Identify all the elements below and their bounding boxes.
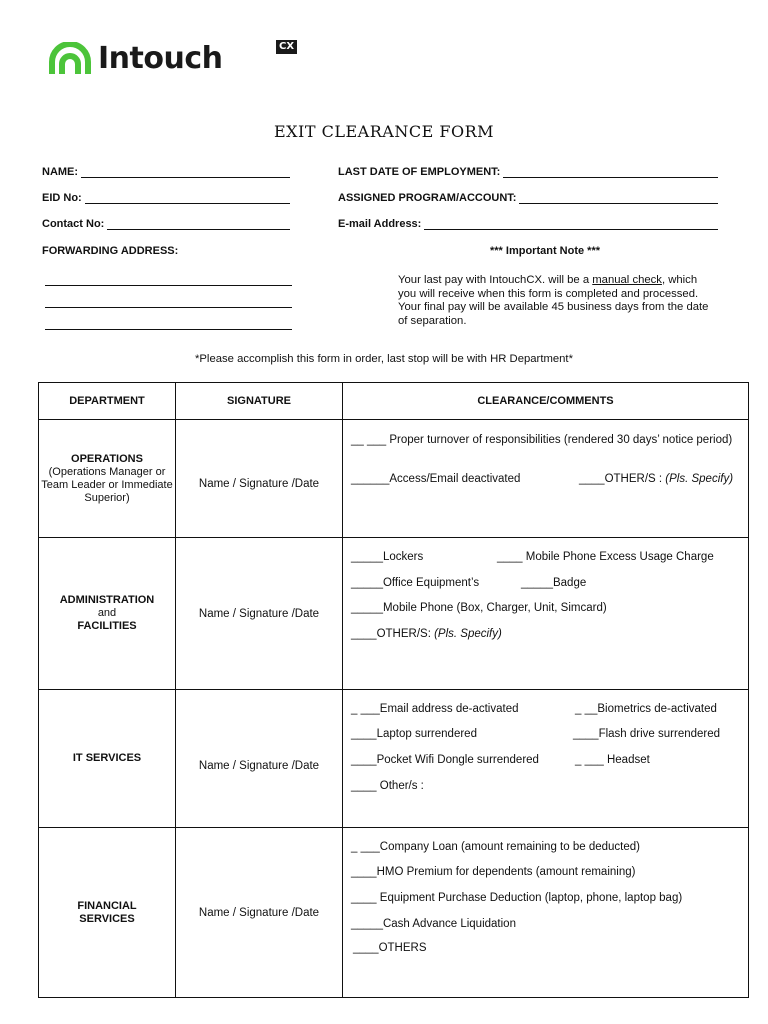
forwarding-address-label: FORWARDING ADDRESS: — [42, 245, 179, 257]
contact-label: Contact No: — [42, 218, 105, 230]
signature-label: Name / Signature /Date — [198, 906, 320, 919]
item-company-loan[interactable]: _ ___Company Loan (amount remaining to be deducted) — [351, 841, 640, 853]
item-access[interactable]: ______Access/Email deactivated — [351, 473, 521, 485]
others-prefix: ____OTHER/S: — [351, 628, 435, 640]
important-note-title: *** Important Note *** — [490, 245, 601, 257]
item-flash-drive[interactable]: ____Flash drive surrendered — [573, 728, 721, 740]
item-hmo-premium[interactable]: ____HMO Premium for dependents (amount remaining) — [351, 866, 636, 878]
email-label: E-mail Address: — [338, 218, 422, 230]
item-mobile-excess[interactable]: ____ Mobile Phone Excess Usage Charge — [497, 551, 714, 563]
table-row-financial — [39, 828, 749, 998]
others-prefix: ____OTHER/S : — [579, 473, 666, 485]
company-logo — [48, 38, 295, 76]
dept-operations-sub: (Operations Manager or Team Leader or Immediate Superior) — [41, 465, 173, 504]
table-header-row — [39, 383, 749, 420]
signature-financial[interactable] — [176, 828, 343, 998]
dept-admin — [39, 538, 176, 690]
address-line-2[interactable] — [45, 307, 292, 308]
dept-financial-title: FINANCIAL — [77, 899, 137, 912]
item-mobile-phone[interactable]: _____Mobile Phone (Box, Charger, Unit, Simcard) — [351, 602, 607, 614]
page-title: EXIT CLEARANCE FORM — [273, 122, 494, 141]
header-signature: SIGNATURE — [176, 383, 343, 420]
last-date-field[interactable] — [338, 166, 718, 178]
dept-admin-title: ADMINISTRATION — [59, 594, 155, 606]
accomplish-instruction: *Please accomplish this form in order, last stop will be with HR Department* — [195, 353, 573, 365]
intouch-logo-icon — [48, 42, 92, 74]
signature-operations[interactable] — [176, 420, 343, 538]
item-financial-others[interactable]: ____OTHERS — [353, 942, 427, 954]
email-input-line[interactable] — [424, 218, 718, 230]
item-office-equipment[interactable]: _____Office Equipment’s — [351, 577, 480, 589]
item-it-others[interactable]: ____ Other/s : — [351, 780, 424, 792]
name-field[interactable] — [42, 166, 290, 178]
contact-input-line[interactable] — [107, 218, 290, 230]
comments-it — [343, 690, 749, 828]
item-cash-advance[interactable]: _____Cash Advance Liquidation — [351, 918, 516, 930]
dept-services-title: SERVICES — [79, 912, 135, 925]
last-date-input-line[interactable] — [503, 166, 718, 178]
item-headset[interactable]: _ ___ Headset — [575, 754, 650, 766]
dept-it-title: IT SERVICES — [72, 752, 142, 764]
program-label: ASSIGNED PROGRAM/ACCOUNT: — [338, 192, 517, 204]
dept-it — [39, 690, 176, 828]
address-line-3[interactable] — [45, 329, 292, 330]
eid-input-line[interactable] — [85, 192, 290, 204]
contact-field[interactable] — [42, 218, 290, 230]
item-biometrics[interactable]: _ __Biometrics de-activated — [575, 703, 717, 715]
address-line-1[interactable] — [45, 285, 292, 286]
signature-it[interactable] — [176, 690, 343, 828]
important-note — [398, 274, 716, 328]
name-label: NAME: — [42, 166, 79, 178]
program-field[interactable] — [338, 192, 718, 204]
item-pocket-wifi[interactable]: ____Pocket Wifi Dongle surrendered — [351, 754, 539, 766]
comments-financial — [343, 828, 749, 998]
note-manual-check: manual check — [592, 274, 662, 286]
eid-field[interactable] — [42, 192, 290, 204]
name-input-line[interactable] — [81, 166, 290, 178]
comments-admin — [343, 538, 749, 690]
email-field[interactable] — [338, 218, 718, 230]
last-date-label: LAST DATE OF EMPLOYMENT: — [338, 166, 501, 178]
dept-financial — [39, 828, 176, 998]
note-text-2: , which you will receive when this form is completed and processed. Your final pay will be available 45 business days from the date of separation. — [398, 274, 709, 327]
others-specify: (Pls. Specify) — [665, 473, 734, 485]
eid-label: EID No: — [42, 192, 82, 204]
header-clearance: CLEARANCE/COMMENTS — [343, 383, 749, 420]
dept-facilities-title: FACILITIES — [77, 620, 137, 632]
header-department: DEPARTMENT — [39, 383, 176, 420]
signature-label: Name / Signature /Date — [198, 607, 320, 620]
item-lockers[interactable]: _____Lockers — [351, 551, 424, 563]
item-email-deactivated[interactable]: _ ___Email address de-activated — [351, 703, 519, 715]
note-text-1: Your last pay with IntouchCX. will be a — [398, 274, 593, 286]
item-turnover[interactable]: __ ___ Proper turnover of responsibilities (rendered 30 days’ notice period) — [351, 434, 733, 446]
dept-operations — [39, 420, 176, 538]
signature-admin[interactable] — [176, 538, 343, 690]
logo-name: Intouch — [98, 41, 223, 76]
dept-admin-and: and — [97, 607, 117, 619]
table-row-admin — [39, 538, 749, 690]
dept-operations-title: OPERATIONS — [71, 452, 143, 465]
table-row-it — [39, 690, 749, 828]
clearance-table — [38, 382, 749, 998]
item-admin-others[interactable] — [351, 628, 502, 640]
signature-label: Name / Signature /Date — [198, 759, 320, 772]
item-operations-others[interactable] — [579, 473, 733, 485]
program-input-line[interactable] — [519, 192, 718, 204]
others-specify: (Pls. Specify) — [434, 628, 502, 640]
comments-operations — [343, 420, 749, 538]
item-laptop[interactable]: ____Laptop surrendered — [351, 728, 477, 740]
item-badge[interactable]: _____Badge — [521, 577, 587, 589]
item-equipment-deduction[interactable]: ____ Equipment Purchase Deduction (laptop, phone, laptop bag) — [351, 892, 683, 904]
table-row-operations — [39, 420, 749, 538]
logo-suffix: CX — [276, 40, 297, 54]
signature-label: Name / Signature /Date — [198, 477, 320, 490]
